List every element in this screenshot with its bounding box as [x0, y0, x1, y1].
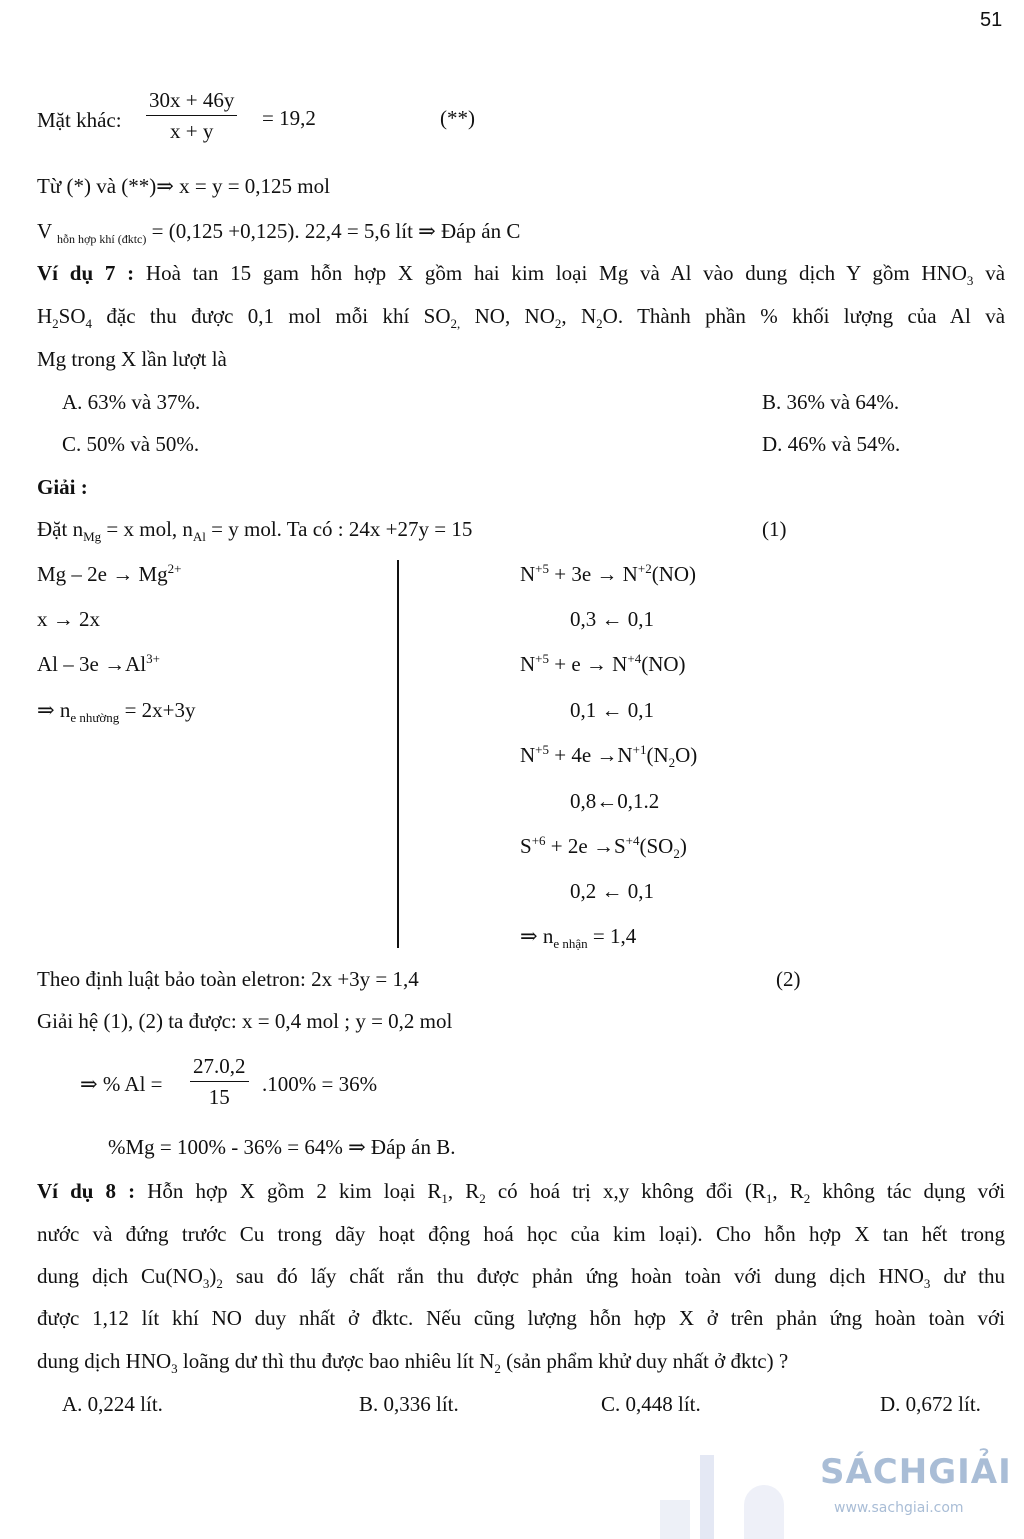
- no2-ratio: 0,1 ← 0,1: [570, 698, 654, 722]
- watermark-url: www.sachgiai.com: [834, 1500, 964, 1516]
- electrons-given: ⇒ $n_{e nhường} = 2x+3y$: [37, 698, 196, 726]
- s-to-so2-reduction: $S^{+6} + 2e \to S^{+4}(SO_2)$: [520, 833, 687, 862]
- example-7-line-2: $H_2SO_4$ đặc thu được 0,1 mol mỗi khí $SO_{2,}$ NO, $NO_2$, $N_2O$. Thành phần % khối lượng của Al và: [37, 304, 1006, 332]
- example-7-line-1: Ví dụ 7 : Hoà tan 15 gam hỗn hợp X gồm hai kim loại Mg và Al vào dung dịch Y gồm $HNO_3$ và: [37, 261, 1006, 289]
- example-8-line-4: được 1,12 lít khí NO duy nhất ở đktc. Nếu cũng lượng hỗn hợp X ở trên phản ứng hoàn toàn với: [37, 1306, 1005, 1330]
- watermark-decoration: [660, 1500, 690, 1539]
- example-8-line-5: dung dịch $HNO_3$ loãng dư thì thu được bao nhiêu lít $N_2$ (sản phẩm khử duy nhất ở đktc) ?: [37, 1349, 789, 1377]
- fraction-molar-mass: [146, 90, 237, 142]
- fraction-al: [190, 1056, 249, 1108]
- electrons-received: ⇒ $n_{e nhận} = 1,4$: [520, 924, 637, 952]
- watermark-decoration: [744, 1485, 784, 1539]
- assignment-line: Đặt $n_{Mg} = x$ mol, $n_{Al} = y$ mol. Ta có : 24x +27y = 15: [37, 517, 473, 545]
- example-8-line-3: dung dịch $Cu(NO_3)_2$ sau đó lấy chất rắn thu được phản ứng hoàn toàn với dung dịch $HNO_3$ dư thu: [37, 1264, 1006, 1292]
- equation-tag: (**): [440, 106, 475, 130]
- mg-percent-line: %Mg = 100% - 36% = 64% ⇒ Đáp án B.: [108, 1135, 456, 1159]
- al-percent-result: .100% = 36%: [262, 1072, 378, 1096]
- watermark-logo: [820, 1446, 1020, 1536]
- fraction-result: = 19,2: [262, 106, 316, 130]
- no-ratio: 0,3 ← 0,1: [570, 607, 654, 631]
- al-oxidation: $Al - 3e \to Al^{3+}$: [37, 651, 160, 676]
- n-to-no2-reduction: $N^{+5} + e \to N^{+4}(NO)$: [520, 651, 686, 676]
- option-c: C. 50% và 50%.: [62, 432, 200, 456]
- n2o-ratio: 0,8←0,1.2: [570, 789, 660, 813]
- derivation-line: Từ (*) và (**)⇒ x = y = 0,125 mol: [37, 174, 330, 198]
- example-7-line-3: Mg trong X lần lượt là: [37, 347, 227, 371]
- option-8-c: C. 0,448 lít.: [601, 1392, 701, 1416]
- option-8-d: D. 0,672 lít.: [880, 1392, 981, 1416]
- option-a: A. 63% và 37%.: [62, 390, 201, 414]
- fraction-numerator: 30x + 46y: [146, 90, 237, 116]
- option-8-a: A. 0,224 lít.: [62, 1392, 163, 1416]
- fraction-al-numerator: 27.0,2: [190, 1056, 249, 1082]
- so2-ratio: 0,2 ← 0,1: [570, 879, 654, 903]
- fraction-denominator: x + y: [170, 119, 214, 143]
- option-b: B. 36% và 64%.: [762, 390, 900, 414]
- page-number: 51: [980, 9, 1003, 31]
- example-8-line-1: Ví dụ 8 : Hỗn hợp X gồm 2 kim loại $R_1$, $R_2$ có hoá trị x,y không đổi ($R_1$, $R_2$ không tác dụng với: [37, 1179, 1006, 1207]
- column-divider: [397, 560, 399, 948]
- watermark-logo-text: SÁCHGIẢI: [820, 1452, 1012, 1492]
- example-8-line-2: nước và đứng trước Cu trong dãy hoạt động hoá học của kim loại). Cho hỗn hợp X tan hết trong: [37, 1222, 1005, 1246]
- volume-line: V $_{hỗn hợp khí (đktc)}$ = (0,125 +0,125). 22,4 = 5,6 lít ⇒ Đáp án C: [37, 219, 521, 247]
- conservation-line: Theo định luật bảo toàn eletron: 2x +3y = 1,4: [37, 967, 419, 991]
- mg-oxidation: $Mg - 2e \to Mg^{2+}$: [37, 561, 182, 586]
- option-d: D. 46% và 54%.: [762, 432, 901, 456]
- system-solution: Giải hệ (1), (2) ta được: x = 0,4 mol ; y = 0,2 mol: [37, 1009, 453, 1033]
- equation-2-tag: (2): [776, 967, 801, 991]
- watermark-decoration: [700, 1455, 714, 1539]
- fraction-al-denominator: 15: [208, 1085, 230, 1109]
- option-8-b: B. 0,336 lít.: [359, 1392, 459, 1416]
- al-percent-label: ⇒ % Al =: [80, 1072, 163, 1096]
- mg-ratio: x → 2x: [37, 607, 100, 631]
- equation-1-tag: (1): [762, 517, 787, 541]
- n-to-no-reduction: $N^{+5} + 3e \to N^{+2}(NO)$: [520, 561, 697, 586]
- mat-khac-label: Mặt khác:: [37, 108, 122, 132]
- solution-title: Giải :: [37, 475, 88, 499]
- n-to-n2o-reduction: $N^{+5} + 4e \to N^{+1}(N_2O)$: [520, 742, 698, 771]
